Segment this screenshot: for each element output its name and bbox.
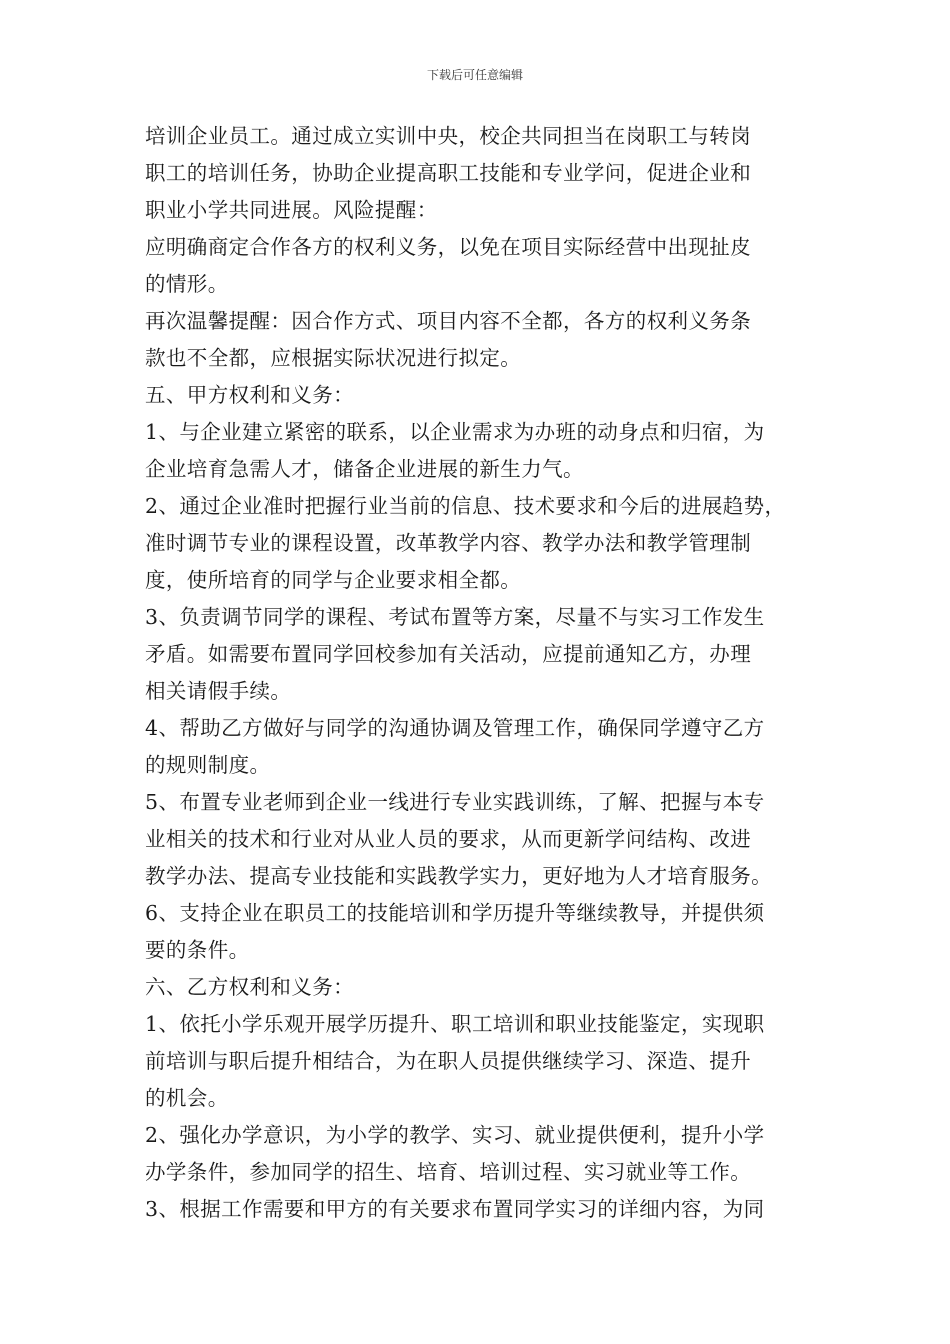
text-line: 的情形。 bbox=[145, 272, 229, 296]
text-line: 职工的培训任务，协助企业提高职工技能和专业学问，促进企业和 bbox=[145, 161, 752, 185]
text-line: 前培训与职后提升相结合，为在职人员提供继续学习、深造、提升 bbox=[145, 1049, 752, 1073]
text-line: 6、支持企业在职员工的技能培训和学历提升等继续教导，并提供须 bbox=[145, 901, 765, 925]
text-line: 5、布置专业老师到企业一线进行专业实践训练，了解、把握与本专 bbox=[145, 790, 765, 814]
text-line: 企业培育急需人才，储备企业进展的新生力气。 bbox=[145, 457, 584, 481]
text-line: 再次温馨提醒：因合作方式、项目内容不全都，各方的权利义务条 bbox=[145, 309, 752, 333]
section-heading: 六、乙方权利和义务： bbox=[145, 975, 354, 999]
section-heading: 五、甲方权利和义务： bbox=[145, 383, 354, 407]
text-line: 1、依托小学乐观开展学历提升、职工培训和职业技能鉴定，实现职 bbox=[145, 1012, 765, 1036]
text-line: 的机会。 bbox=[145, 1086, 229, 1110]
text-line: 业相关的技术和行业对从业人员的要求，从而更新学问结构、改进 bbox=[145, 827, 752, 851]
text-line: 2、强化办学意识，为小学的教学、实习、就业提供便利，提升小学 bbox=[145, 1123, 765, 1147]
text-line: 职业小学共同进展。风险提醒： bbox=[145, 198, 438, 222]
text-line: 培训企业员工。通过成立实训中央，校企共同担当在岗职工与转岗 bbox=[145, 124, 752, 148]
text-line: 教学办法、提高专业技能和实践教学实力，更好地为人才培育服务。 bbox=[145, 864, 772, 888]
text-line: 4、帮助乙方做好与同学的沟通协调及管理工作，确保同学遵守乙方 bbox=[145, 716, 765, 740]
text-line: 的规则制度。 bbox=[145, 753, 271, 777]
text-line: 要的条件。 bbox=[145, 938, 250, 962]
page-header: 下载后可任意编辑 bbox=[426, 68, 523, 82]
text-line: 3、根据工作需要和甲方的有关要求布置同学实习的详细内容，为同 bbox=[145, 1197, 765, 1221]
text-line: 应明确商定合作各方的权利义务，以免在项目实际经营中出现扯皮 bbox=[145, 235, 752, 259]
text-line: 1、与企业建立紧密的联系，以企业需求为办班的动身点和归宿，为 bbox=[145, 420, 765, 444]
text-line: 准时调节专业的课程设置，改革教学内容、教学办法和教学管理制 bbox=[145, 531, 752, 555]
text-line: 2、通过企业准时把握行业当前的信息、技术要求和今后的进展趋势， bbox=[145, 494, 786, 518]
document-body bbox=[145, 118, 810, 1228]
text-line: 度，使所培育的同学与企业要求相全都。 bbox=[145, 568, 522, 592]
text-line: 相关请假手续。 bbox=[145, 679, 292, 703]
text-line: 办学条件，参加同学的招生、培育、培训过程、实习就业等工作。 bbox=[145, 1160, 752, 1184]
text-line: 3、负责调节同学的课程、考试布置等方案，尽量不与实习工作发生 bbox=[145, 605, 765, 629]
text-line: 款也不全都，应根据实际状况进行拟定。 bbox=[145, 346, 522, 370]
text-line: 矛盾。如需要布置同学回校参加有关活动，应提前通知乙方，办理 bbox=[145, 642, 752, 666]
